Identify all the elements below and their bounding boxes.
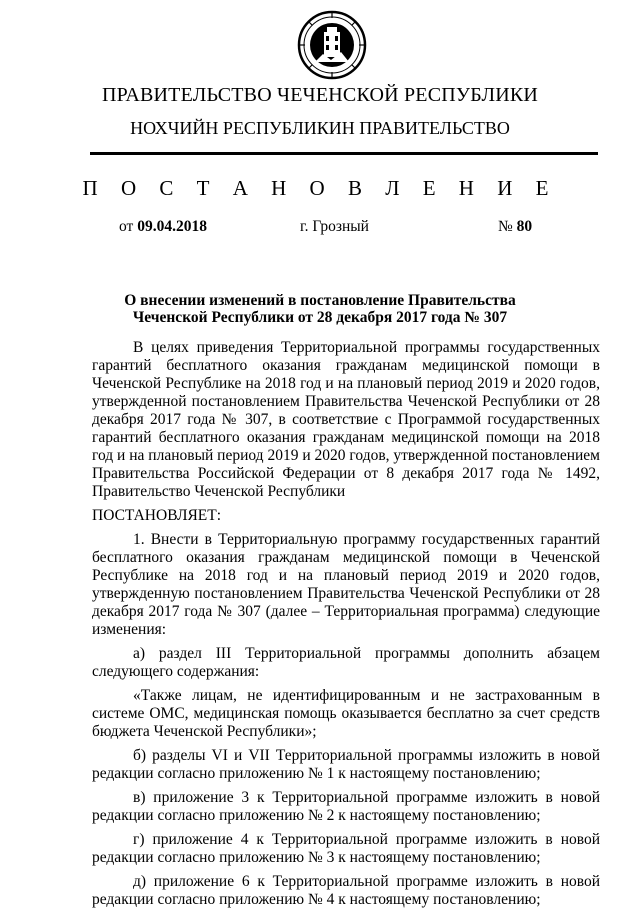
document-date-line	[119, 218, 207, 236]
paragraph-resolves: ПОСТАНОВЛЯЕТ:	[92, 507, 222, 524]
document-number-line	[498, 218, 532, 236]
paragraph-item-a: а) раздел III Территориальной программы дополнить абзацем следующего содержания:	[92, 645, 600, 680]
paragraph-item-b: б) разделы VI и VII Территориальной программы изложить в новой редакции согласно приложению № 1 к настоящему постановлению;	[92, 747, 600, 782]
government-name-russian: ПРАВИТЕЛЬСТВО ЧЕЧЕНСКОЙ РЕСПУБЛИКИ	[101, 84, 539, 106]
paragraph-quote: «Также лицам, не идентифицированным и не застрахованным в системе ОМС, медицинская помощь оказывается бесплатно за счет средств бюджета Чеченской Республики»;	[92, 687, 600, 740]
document-subject	[0, 292, 640, 326]
document-date: 09.04.2018	[137, 218, 207, 235]
date-prefix: от	[119, 218, 138, 235]
document-number: 80	[516, 218, 533, 235]
paragraph-preamble: В целях приведения Территориальной программы государственных гарантий бесплатного оказания гражданам медицинской помощи в Чеченской Республике на 2018 год и на плановый период 2019 и 2020 годов, утвержденной постановлением Правительства Чеченской Республики от 28 декабря 2017 года № 307, в соответствие с Программой государственных гарантий бесплатного оказания гражданам медицинской помощи на 2018 год и на плановый период 2019 и 2020 годов, утвержденной постановлением Правительства Российской Федерации от 8 декабря 2017 года № 1492, Правительство Чеченской Республики	[92, 339, 600, 500]
document-body	[92, 339, 600, 915]
number-prefix: №	[498, 218, 517, 235]
subject-line-1: О внесении изменений в постановление Правительства	[124, 292, 516, 309]
header-divider	[90, 152, 598, 155]
subject-line-2: Чеченской Республики от 28 декабря 2017 года № 307	[132, 309, 508, 326]
paragraph-item-g: г) приложение 4 к Территориальной программе изложить в новой редакции согласно приложению № 3 к настоящему постановлению;	[92, 831, 600, 866]
government-name-chechen: НОХЧИЙН РЕСПУБЛИКИН ПРАВИТЕЛЬСТВО	[130, 118, 510, 138]
document-type-title: П О С Т А Н О В Л Е Н И Е	[82, 176, 558, 200]
paragraph-item-d: д) приложение 6 к Территориальной программе изложить в новой редакции согласно приложению № 4 к настоящему постановлению;	[92, 873, 600, 908]
coat-of-arms-emblem	[297, 10, 367, 80]
paragraph-item-1: 1. Внести в Территориальную программу государственных гарантий бесплатного оказания гражданам медицинской помощи в Чеченской Республике на 2018 год и на плановый период 2019 и 2020 годов, утвержденную постановлением Правительства Чеченской Республики от 28 декабря 2017 года № 307 (далее – Территориальная программа) следующие изменения:	[92, 531, 600, 638]
document-city: г. Грозный	[300, 218, 369, 235]
paragraph-item-v: в) приложение 3 к Территориальной программе изложить в новой редакции согласно приложению № 2 к настоящему постановлению;	[92, 789, 600, 824]
